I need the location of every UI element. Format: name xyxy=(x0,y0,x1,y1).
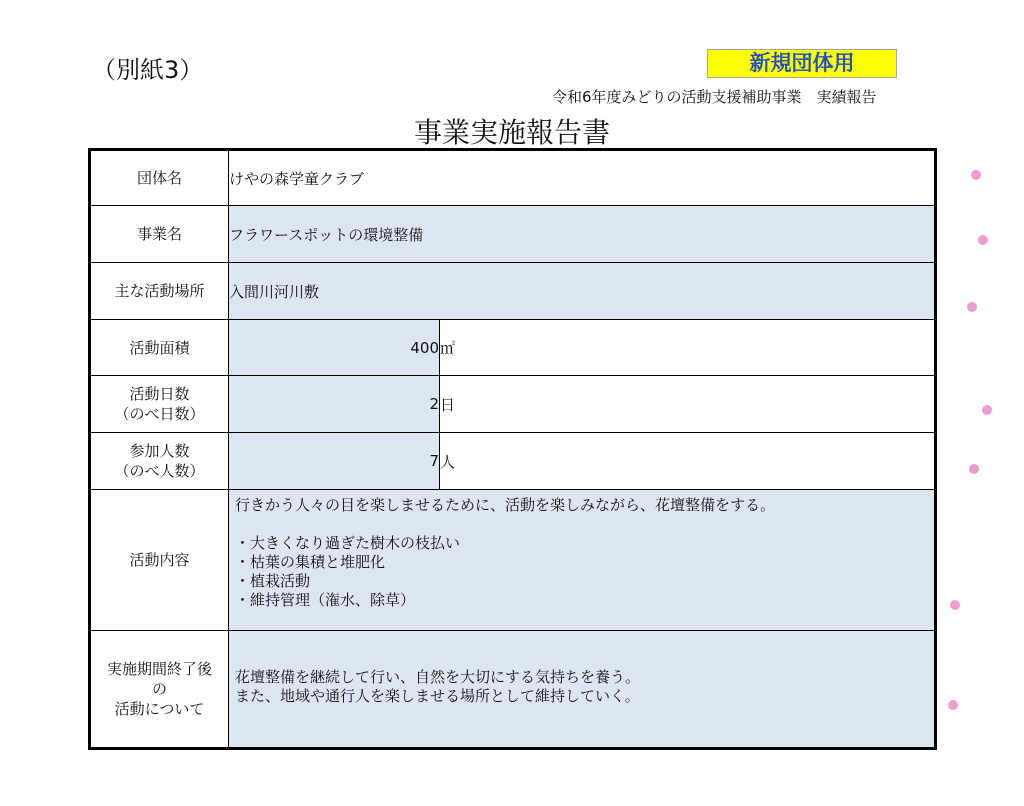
pink-dot-marker xyxy=(982,405,992,415)
days-label-line1: 活動日数 xyxy=(129,385,190,403)
row-project xyxy=(90,206,936,263)
project-value: フラワースポットの環境整備 xyxy=(229,206,936,263)
place-value: 入間川河川敷 xyxy=(229,263,936,320)
after-label-line3: 活動について xyxy=(114,700,205,718)
pink-dot-marker xyxy=(967,302,977,312)
days-value: 2 xyxy=(229,376,440,433)
pink-dot-marker xyxy=(978,235,988,245)
row-place xyxy=(90,263,936,320)
activity-item: ・植栽活動 xyxy=(235,572,311,590)
activity-content xyxy=(229,490,936,631)
page-title: 事業実施報告書 xyxy=(413,116,610,149)
report-table xyxy=(88,148,937,750)
new-group-badge: 新規団体用 xyxy=(707,49,897,78)
row-days xyxy=(90,376,936,433)
activity-intro: 行きかう人々の目を楽しませるために、活動を楽しみながら、花壇整備をする。 xyxy=(235,496,776,514)
report-subtitle: 令和6年度みどりの活動支援補助事業 実績報告 xyxy=(552,88,877,106)
people-label-line2: （のべ人数） xyxy=(114,462,205,480)
project-label: 事業名 xyxy=(90,206,229,263)
days-label-line2: （のべ日数） xyxy=(114,405,205,423)
row-area xyxy=(90,320,936,376)
annex-number: （別紙3） xyxy=(92,56,204,84)
people-unit: 人 xyxy=(440,433,936,490)
area-unit: ㎡ xyxy=(440,320,936,376)
after-line2: また、地域や通行人を楽しませる場所として維持していく。 xyxy=(235,687,640,705)
after-content xyxy=(229,631,936,749)
activity-item: ・大きくなり過ぎた樹木の枝払い xyxy=(235,534,461,552)
after-label-line1: 実施期間終了後 xyxy=(106,660,212,678)
org-label: 団体名 xyxy=(90,150,229,206)
activity-item: ・枯葉の集積と堆肥化 xyxy=(235,553,386,571)
days-unit: 日 xyxy=(440,376,936,433)
org-value: けやの森学童クラブ xyxy=(229,150,936,206)
row-activity xyxy=(90,490,936,631)
days-label xyxy=(90,376,229,433)
activity-item: ・維持管理（潅水、除草） xyxy=(235,591,416,609)
pink-dot-marker xyxy=(950,600,960,610)
row-people xyxy=(90,433,936,490)
people-value: 7 xyxy=(229,433,440,490)
after-label-line2: の xyxy=(151,680,167,698)
area-label: 活動面積 xyxy=(90,320,229,376)
after-line1: 花壇整備を継続して行い、自然を大切にする気持ちを養う。 xyxy=(235,668,641,686)
pink-dot-marker xyxy=(971,170,981,180)
row-org xyxy=(90,150,936,206)
row-after xyxy=(90,631,936,749)
pink-dot-marker xyxy=(969,464,979,474)
area-value: 400 xyxy=(229,320,440,376)
people-label-line1: 参加人数 xyxy=(129,442,190,460)
pink-dot-marker xyxy=(948,700,958,710)
place-label: 主な活動場所 xyxy=(90,263,229,320)
people-label xyxy=(90,433,229,490)
activity-label: 活動内容 xyxy=(90,490,229,631)
after-label xyxy=(90,631,229,749)
